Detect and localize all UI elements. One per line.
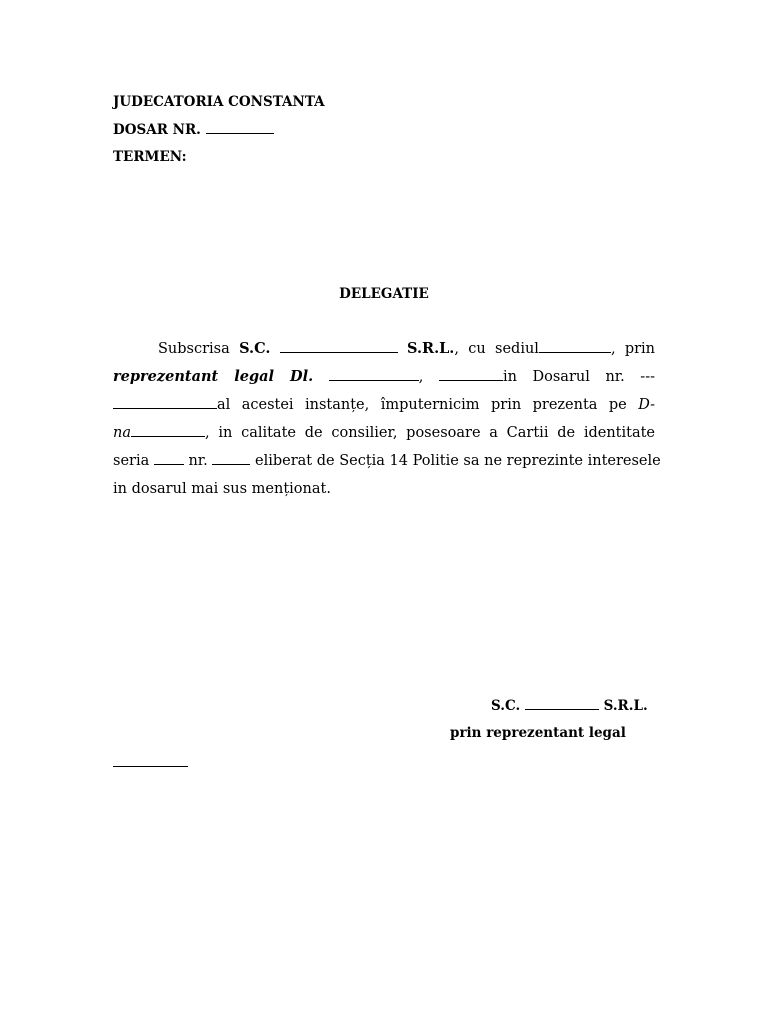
body-line-2: reprezentant legal Dl. , in Dosarul nr. --- bbox=[113, 368, 656, 385]
dosar-label: DOSAR NR. bbox=[113, 122, 201, 138]
court-name: JUDECATORIA CONSTANTA bbox=[113, 94, 325, 110]
body-line-3: al acestei instanțe, împuternicim prin prezenta pe D- bbox=[113, 396, 655, 414]
rep-id-blank bbox=[439, 368, 503, 381]
body-line-4: na , in calitate de consilier, posesoare a Cartii de identitate bbox=[113, 425, 655, 441]
body-line-6: in dosarul mai sus menționat. bbox=[113, 481, 331, 497]
body-line-5: seria nr. eliberat de Secția 14 Politie sa ne reprezinte interesele bbox=[113, 453, 661, 469]
document-title: DELEGATIE bbox=[339, 286, 429, 302]
company-name-blank bbox=[280, 340, 398, 353]
delegate-name-blank bbox=[131, 424, 205, 437]
seria-blank bbox=[154, 452, 184, 465]
termen-label: TERMEN: bbox=[113, 149, 187, 165]
signature-company-blank bbox=[525, 697, 599, 710]
signature-company: S.C. S.R.L. bbox=[491, 698, 648, 714]
signature-prin-label: prin reprezentant legal bbox=[450, 725, 626, 741]
nr-blank bbox=[212, 452, 250, 465]
signature-line bbox=[113, 766, 188, 767]
dosar-nr-blank bbox=[113, 396, 217, 409]
dosar-number bbox=[113, 121, 274, 138]
rep-name-blank bbox=[329, 368, 419, 381]
dosar-blank bbox=[206, 121, 274, 134]
sediu-blank bbox=[539, 340, 611, 353]
body-line-1: Subscrisa S.C. S.R.L., cu sediul , prin bbox=[158, 340, 656, 357]
